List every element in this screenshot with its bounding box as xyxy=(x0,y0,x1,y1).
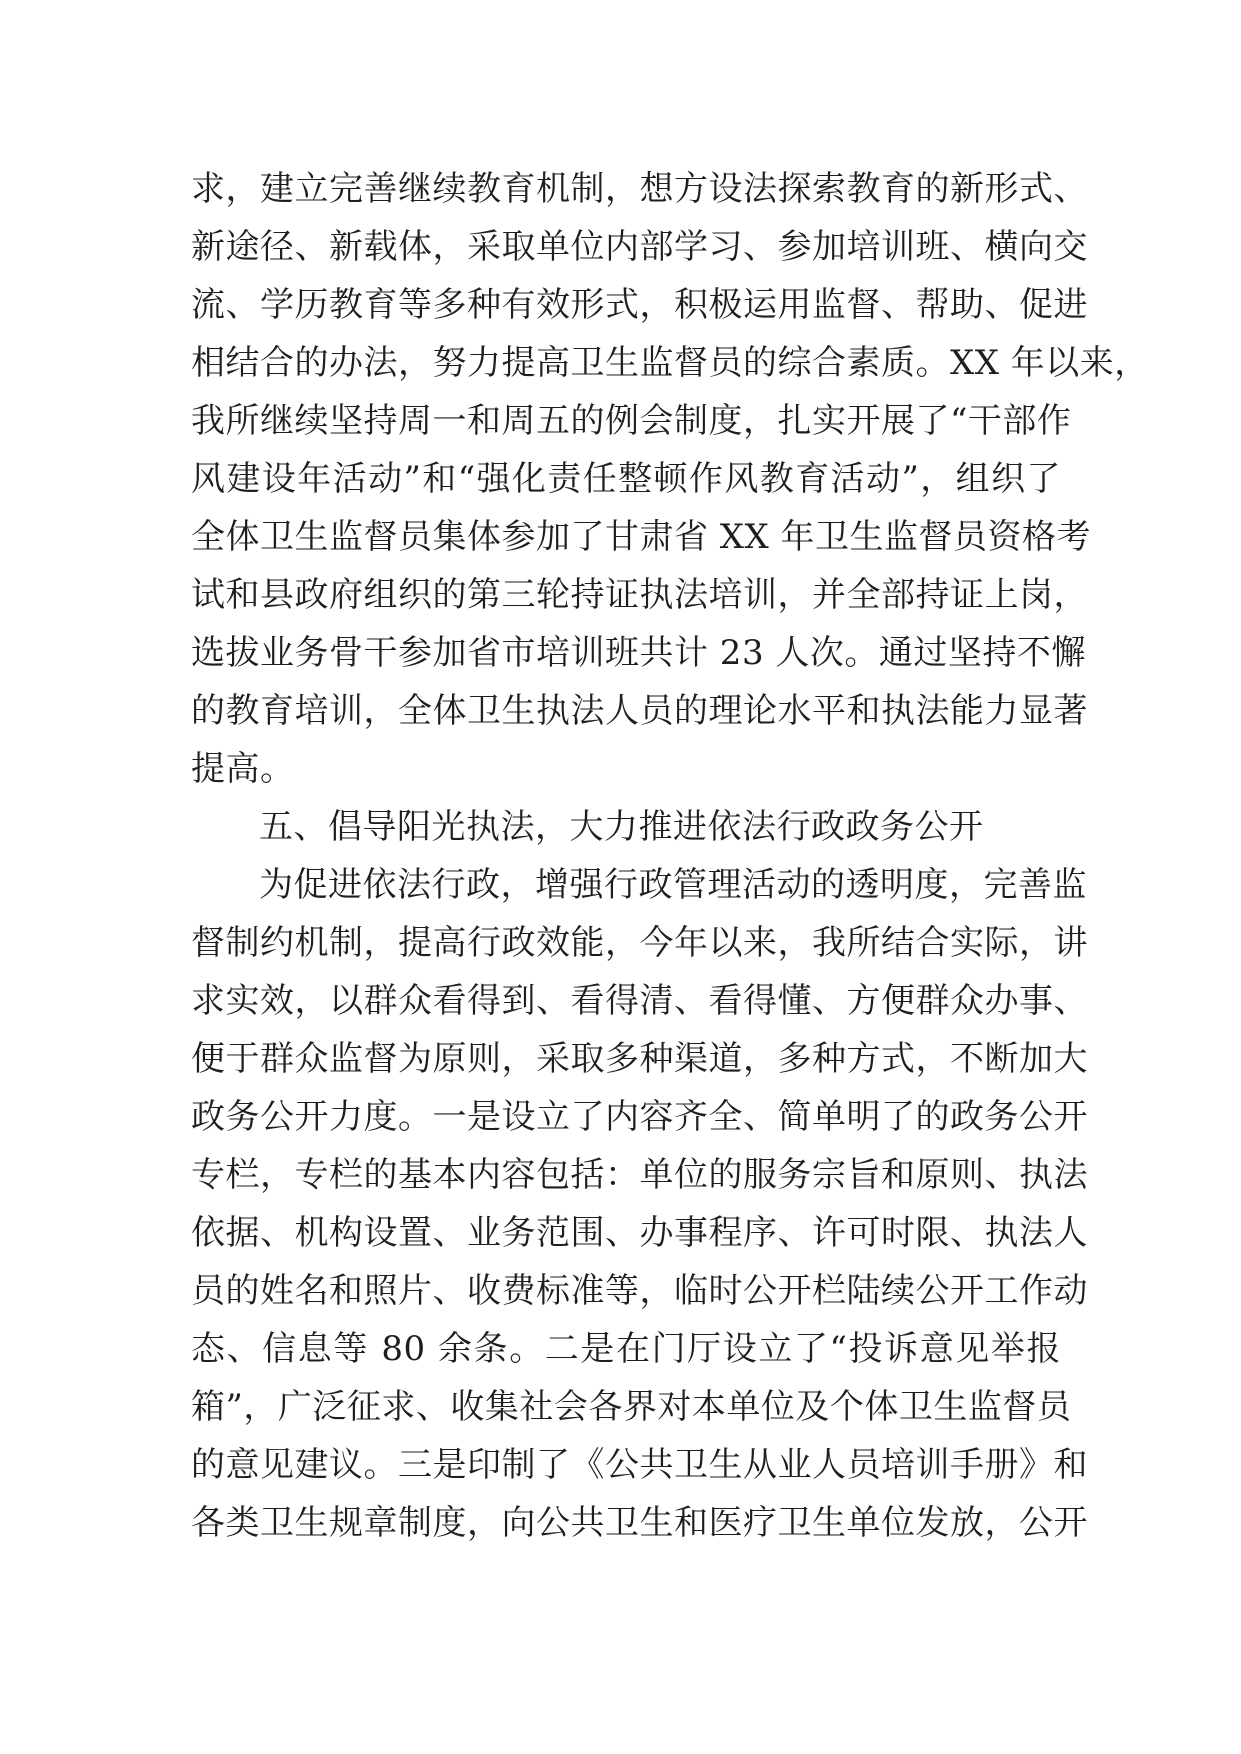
paragraph-1-line: 相结合的办法，努力提高卫生监督员的综合素质。XX 年以来， xyxy=(191,343,1149,383)
paragraph-2-line: 便于群众监督为原则，采取多种渠道，多种方式，不断加大 xyxy=(191,1039,1088,1079)
paragraph-2-line: 政务公开力度。一是设立了内容齐全、简单明了的政务公开 xyxy=(191,1097,1088,1137)
paragraph-1-line: 试和县政府组织的第三轮持证执法培训，并全部持证上岗， xyxy=(191,575,1088,615)
section-heading: 五、倡导阳光执法，大力推进依法行政政务公开 xyxy=(259,807,984,847)
paragraph-1-line: 我所继续坚持周一和周五的例会制度，扎实开展了“干部作 xyxy=(191,401,1072,441)
paragraph-2-line: 员的姓名和照片、收费标准等，临时公开栏陆续公开工作动 xyxy=(191,1271,1088,1311)
paragraph-2-line: 求实效，以群众看得到、看得清、看得懂、方便群众办事、 xyxy=(191,981,1088,1021)
paragraph-2-line: 督制约机制，提高行政效能，今年以来，我所结合实际，讲 xyxy=(191,923,1088,963)
paragraph-1-line: 新途径、新载体，采取单位内部学习、参加培训班、横向交 xyxy=(191,227,1088,267)
paragraph-1-line: 提高。 xyxy=(191,749,295,789)
paragraph-1-line: 流、学历教育等多种有效形式，积极运用监督、帮助、促进 xyxy=(191,285,1088,325)
paragraph-2-line: 专栏，专栏的基本内容包括：单位的服务宗旨和原则、执法 xyxy=(191,1155,1088,1195)
paragraph-1-line: 的教育培训，全体卫生执法人员的理论水平和执法能力显著 xyxy=(191,691,1088,731)
paragraph-2-line: 为促进依法行政，增强行政管理活动的透明度，完善监 xyxy=(259,865,1087,905)
paragraph-2-line: 各类卫生规章制度，向公共卫生和医疗卫生单位发放，公开 xyxy=(191,1503,1088,1543)
document-body xyxy=(191,160,1149,1552)
paragraph-1-line: 全体卫生监督员集体参加了甘肃省 XX 年卫生监督员资格考 xyxy=(191,517,1092,557)
paragraph-2-line: 的意见建议。三是印制了《公共卫生从业人员培训手册》和 xyxy=(191,1445,1088,1485)
paragraph-1-line: 选拔业务骨干参加省市培训班共计 23 人次。通过坚持不懈 xyxy=(191,633,1086,673)
paragraph-1-line: 风建设年活动”和“强化责任整顿作风教育活动”，组织了 xyxy=(191,459,1061,499)
paragraph-2-line: 态、信息等 80 余条。二是在门厅设立了“投诉意见举报 xyxy=(191,1329,1061,1369)
paragraph-1-line: 求，建立完善继续教育机制，想方设法探索教育的新形式、 xyxy=(191,169,1088,209)
paragraph-2-line: 箱”，广泛征求、收集社会各界对本单位及个体卫生监督员 xyxy=(191,1387,1072,1427)
paragraph-2-line: 依据、机构设置、业务范围、办事程序、许可时限、执法人 xyxy=(191,1213,1088,1253)
